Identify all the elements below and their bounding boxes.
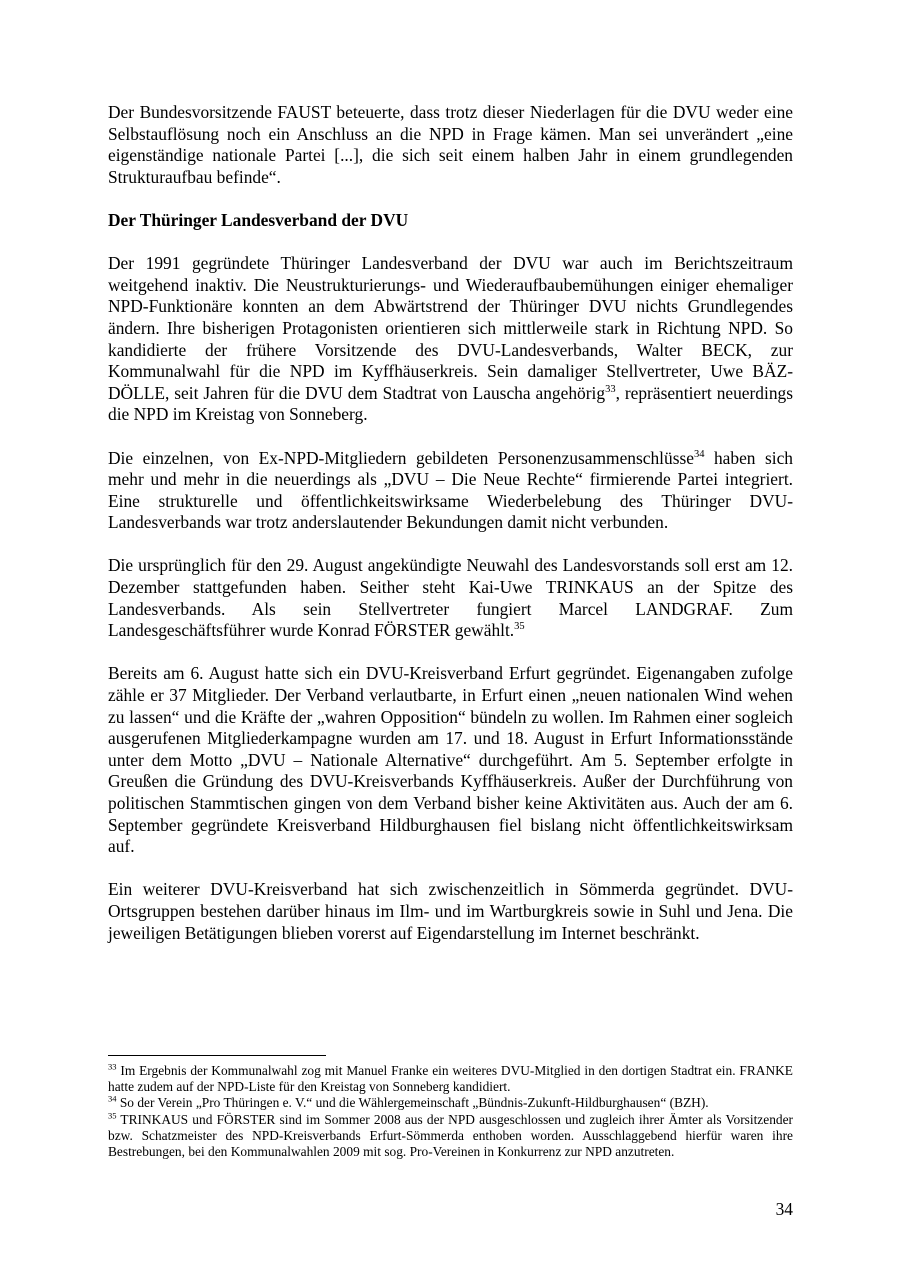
paragraph-text: haben sich mehr und mehr in die neuerdings als „DVU – Die Neue Rechte“ firmierende Partei integriert. Eine strukturelle und öffentlichkeitswirksame Wiederbelebung des Thüringer DVU-Landesverbands war trotz anderslautender Bekundungen damit nicht verbunden. — [108, 447, 793, 533]
paragraph-soemmerda: Ein weiterer DVU-Kreisverband hat sich zwischenzeitlich in Sömmerda gegründet. DVU-Ortsgruppen bestehen darüber hinaus im Ilm- und im Wartburgkreis sowie in Suhl und Jena. Die jeweiligen Betätigungen blieben vorerst auf Eigendarstellung im Internet beschränkt. — [108, 879, 793, 943]
paragraph-text: Die ursprünglich für den 29. August angekündigte Neuwahl des Landesvorstands soll erst am 12. Dezember stattgefunden haben. Seither steht Kai-Uwe TRINKAUS an der Spitze des Landesverbands. Als sein Stellvertreter fungiert Marcel LANDGRAF. Zum Landesgeschäftsführer wurde Konrad FÖRSTER gewählt. — [108, 555, 793, 641]
page-number: 34 — [775, 1199, 793, 1219]
footnote-number: 35 — [108, 1110, 117, 1121]
paragraph-intro: Der Bundesvorsitzende FAUST beteuerte, dass trotz dieser Niederlagen für die DVU weder eine Selbstauflösung noch ein Anschluss an die NPD in Frage kämen. Man sei unverändert „eine eigenständige nationale Partei [...], die sich seit einem halben Jahr in einem grundlegenden Strukturaufbau befinde“. — [108, 102, 793, 187]
footnote-reference[interactable]: 34 — [693, 448, 705, 460]
footnote-reference[interactable]: 33 — [605, 383, 616, 395]
footnote-number: 34 — [108, 1093, 117, 1104]
paragraph-text: , repräsentiert neuerdings die NPD im Kreistag von Sonneberg. — [108, 382, 793, 425]
footnote-text: So der Verein „Pro Thüringen e. V.“ und die Wählergemeinschaft „Bündnis-Zukunft-Hildburghausen“ (BZH). — [116, 1095, 709, 1111]
footnote-reference[interactable]: 35 — [514, 621, 525, 633]
footnote-35 — [108, 1112, 793, 1161]
paragraph-landesverband — [108, 253, 793, 426]
footnote-number: 33 — [108, 1061, 117, 1072]
section-heading: Der Thüringer Landesverband der DVU — [108, 209, 409, 230]
paragraph-text: Die einzelnen, von Ex-NPD-Mitgliedern gebildeten Personenzusammenschlüsse — [108, 447, 694, 468]
main-text — [108, 102, 793, 966]
footnote-34 — [108, 1095, 793, 1111]
footnotes — [108, 1063, 793, 1160]
paragraph-personenzusammenschluesse — [108, 448, 793, 534]
footnote-33 — [108, 1063, 793, 1095]
paragraph-neuwahl — [108, 555, 793, 641]
paragraph-kreisverband-erfurt: Bereits am 6. August hatte sich ein DVU-Kreisverband Erfurt gegründet. Eigenangaben zufolge zähle er 37 Mitglieder. Der Verband verlautbarte, in Erfurt einen „neuen nationalen Wind wehen zu lassen“ und die Kräfte der „wahren Opposition“ bündeln zu wollen. Im Rahmen einer sogleich ausgerufenen Mitgliederkampagne wurden am 17. und 18. August in Erfurt Informationsstände unter dem Motto „DVU – Nationale Alternative“ durchgeführt. Am 5. September erfolgte in Greußen die Gründung des DVU-Kreisverbands Kyffhäuserkreis. Außer der Durchführung von politischen Stammtischen gingen von dem Verband bisher keine Aktivitäten aus. Auch der am 6. September gegründete Kreisverband Hildburghausen fiel bislang nicht öffentlichkeitswirksam auf. — [108, 663, 793, 857]
paragraph-text: Der 1991 gegründete Thüringer Landesverband der DVU war auch im Berichtszeitraum weitgehend inaktiv. Die Neustrukturierungs- und Wiederaufbaubemühungen einiger ehemaliger NPD-Funktionäre konnten an dem Abwärtstrend der Thüringer DVU nichts Grundlegendes ändern. Ihre bisherigen Protagonisten orientieren sich mittlerweile stark in Richtung NPD. So kandidierte der frühere Vorsitzende des DVU-Landesverbands, Walter BECK, zur Kommunalwahl für die NPD im Kyffhäuserkreis. Sein damaliger Stellvertreter, Uwe BÄZ-DÖLLE, seit Jahren für die DVU dem Stadtrat von Lauscha angehörig — [108, 253, 793, 403]
footnote-text: Im Ergebnis der Kommunalwahl zog mit Manuel Franke ein weiteres DVU-Mitglied in den dortigen Stadtrat ein. FRANKE hatte zudem auf der NPD-Liste für den Kreistag von Sonneberg kandidiert. — [108, 1063, 793, 1095]
footnote-separator — [108, 1055, 326, 1056]
footnote-text: TRINKAUS und FÖRSTER sind im Sommer 2008 aus der NPD ausgeschlossen und zugleich ihrer Ämter als Vorsitzender bzw. Schatzmeister des NPD-Kreisverbands Erfurt-Sömmerda enthoben worden. Ausschlaggebend hierfür waren ihre Bestrebungen, bei den Kommunalwahlen 2009 mit sog. Pro-Vereinen in Konkurrenz zur NPD anzutreten. — [108, 1111, 793, 1160]
